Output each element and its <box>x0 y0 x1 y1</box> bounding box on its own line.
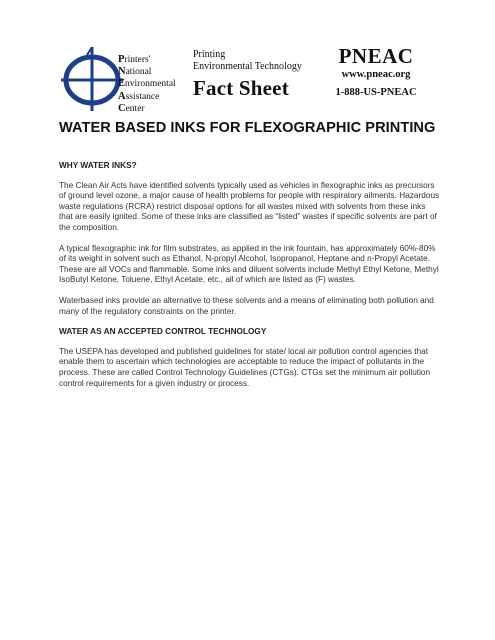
section-heading-why: WHY WATER INKS? <box>59 161 137 170</box>
page-title: WATER BASED INKS FOR FLEXOGRAPHIC PRINTING <box>59 120 436 136</box>
fact-sheet-label <box>193 49 302 100</box>
acronym-row: National <box>118 66 152 78</box>
printing-label: Printing <box>193 49 226 60</box>
acronym-row: Printers' <box>118 54 151 65</box>
env-tech-label: Environmental Technology <box>193 61 302 72</box>
acronym-row: Environmental <box>118 78 176 90</box>
org-phone: 1-888-US-PNEAC <box>335 87 417 98</box>
crosshair-globe-logo-icon <box>59 45 127 113</box>
pneac-acronym <box>118 54 176 115</box>
org-name: PNEAC <box>338 44 414 68</box>
section-heading-tech: WATER AS AN ACCEPTED CONTROL TECHNOLOGY <box>59 327 267 337</box>
paragraph: A typical flexographic ink for film substrates, as applied in the ink fountain, has approximately 60%-80% of its weight in solvent such as Ethanol, N-propyl Alcohol, Isopropanol, Heptane and n-Propyl Acetate. These are all VOCs and flammable. Some inks and diluent solvents include Methyl Ethyl Ketone, Methyl IsoButyl Ketone, Toluene, Ethyl Acetate, etc., all of which are listed as (F) wastes. <box>59 243 439 285</box>
paragraph: Waterbased inks provide an alternative to these solvents and a means of eliminating both pollution and many of the regulatory constraints on the printer. <box>59 295 434 316</box>
acronym-row: Center <box>118 102 145 114</box>
body-content <box>59 161 441 399</box>
org-url: www.pneac.org <box>341 69 411 80</box>
paragraph: The Clean Air Acts have identified solvents typically used as vehicles in flexographic inks as precursors of ground level ozone, a major cause of health problems for people with respiratory ailments. Hazardous waste regulations (RCRA) restrict disposal options for all wastes mixed with solvents from these inks that are easily ignited. Some of these inks are classified as “listed” wastes if specific solvents are part of the composition. <box>59 180 440 232</box>
acronym-row: Assistance <box>118 90 160 102</box>
org-contact <box>320 44 432 100</box>
paragraph: The USEPA has developed and published guidelines for state/ local air pollution control agencies that enable them to ascertain which technologies are acceptable to reduce the impact of pollutants in the process. These are called Control Technology Guidelines (CTGs). CTGs set the minimum air pollution control requirements for a given industry or process. <box>59 346 431 388</box>
fact-sheet-title: Fact Sheet <box>193 76 289 100</box>
